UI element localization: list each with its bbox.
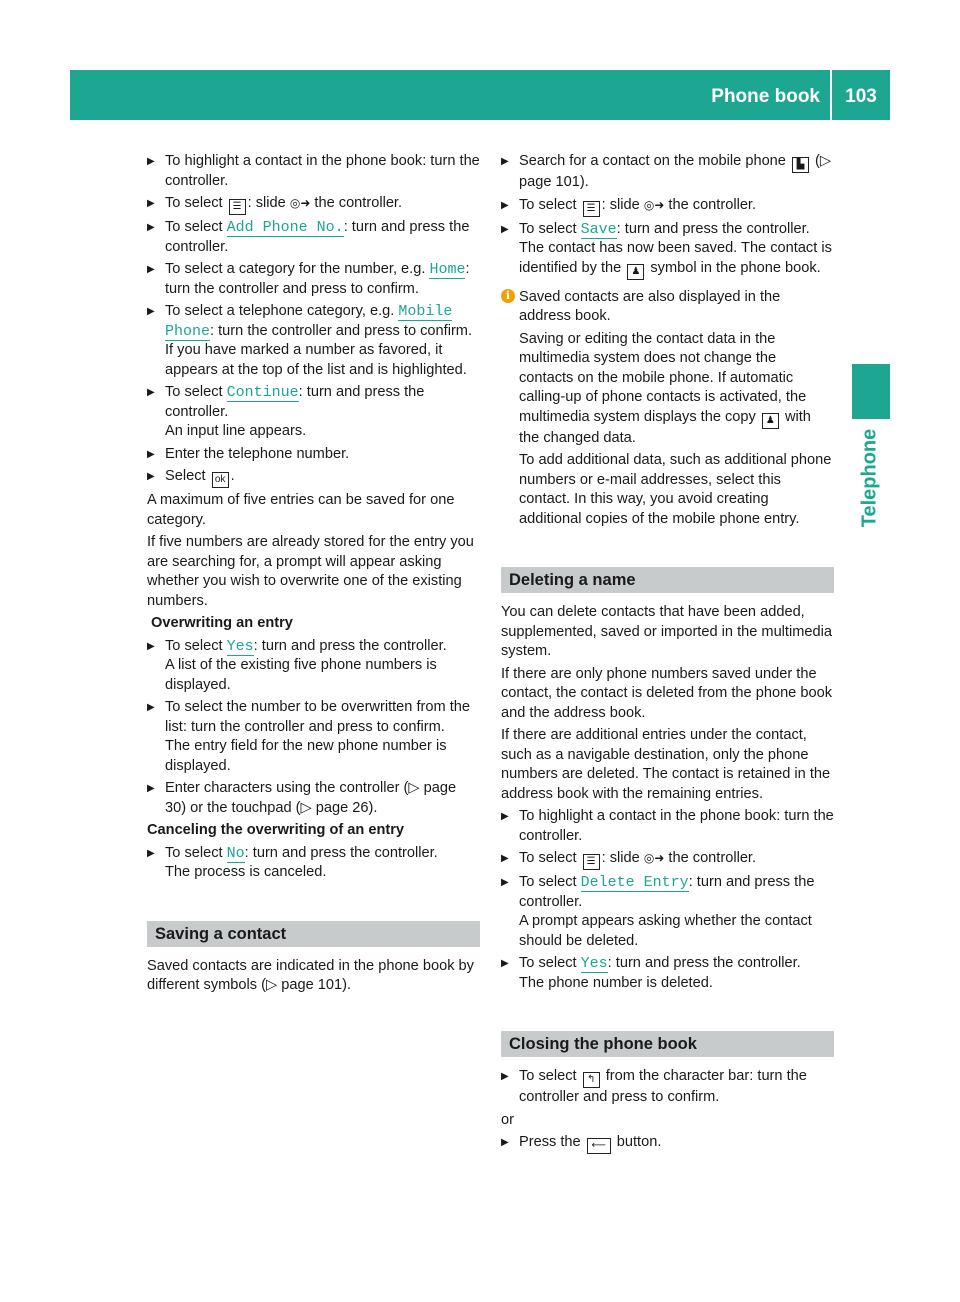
step-arrow-icon: ▶ bbox=[501, 958, 509, 969]
step-arrow-icon: ▶ bbox=[147, 640, 155, 652]
controller-slide-icon: ◎➜ bbox=[643, 197, 665, 212]
controller-slide-icon: ◎➜ bbox=[643, 851, 665, 865]
step-arrow-icon: ▶ bbox=[501, 1137, 509, 1148]
menu-item-mobile-phone: Mobile Phone bbox=[165, 303, 453, 340]
page-title: Phone book bbox=[711, 86, 820, 107]
menu-item-save: Save bbox=[580, 220, 617, 238]
phone-book-symbol-icon: ☰ bbox=[583, 201, 600, 217]
step-arrow-icon: ▶ bbox=[147, 306, 155, 317]
step-select-symbol-right: ▶ To select ☰ : slide ◎➜ the controller. bbox=[501, 196, 834, 217]
ok-icon: ok bbox=[212, 472, 229, 488]
step-arrow-icon: ▶ bbox=[147, 387, 155, 398]
note-line-3: To add additional data, such as additional phone numbers or e-mail addresses, select this contact. In this way, you avoid creating additional copies of the mobile phone entry. bbox=[519, 452, 832, 527]
page-number: 103 bbox=[845, 86, 877, 107]
step-arrow-icon: ▶ bbox=[147, 783, 155, 794]
step-highlight-contact: ▶ To highlight a contact in the phone book: turn the controller. bbox=[147, 153, 480, 189]
step-arrow-icon: ▶ bbox=[501, 223, 509, 235]
step-arrow-icon: ▶ bbox=[147, 156, 155, 167]
step-arrow-icon: ▶ bbox=[501, 1071, 509, 1082]
step-enter-number: ▶ Enter the telephone number. bbox=[147, 445, 350, 462]
menu-item-yes: Yes bbox=[226, 637, 254, 655]
step-press-back: ▶ Press the ⟵ button. bbox=[501, 1133, 834, 1154]
menu-item-no: No bbox=[226, 844, 245, 862]
step-cancel-no: ▶ To select No: turn and press the controller. The process is canceled. bbox=[147, 844, 438, 880]
step-select-ok: ▶ Select ok . bbox=[147, 467, 480, 488]
step-add-phone: ▶ To select Add Phone No.: turn and press the controller. bbox=[147, 219, 470, 255]
paragraph-delete-1: You can delete contacts that have been added, supplemented, saved or imported in the multimedia system. bbox=[501, 604, 832, 659]
step-arrow-icon: ▶ bbox=[501, 877, 509, 888]
info-note bbox=[501, 288, 834, 530]
phone-book-symbol-icon: ☰ bbox=[583, 854, 600, 870]
step-arrow-icon: ▶ bbox=[147, 222, 155, 233]
page-ref-icon: ▷ bbox=[819, 153, 832, 169]
step-arrow-icon: ▶ bbox=[147, 471, 155, 482]
step-arrow-icon: ▶ bbox=[147, 847, 155, 859]
section-deleting-name: Deleting a name bbox=[501, 567, 834, 593]
paragraph-saved-contacts: Saved contacts are indicated in the phone book by different symbols (▷ page 101). bbox=[147, 957, 474, 993]
right-column bbox=[501, 152, 834, 1157]
person-contact-icon: ♟ bbox=[762, 413, 779, 429]
chapter-label: Telephone bbox=[858, 428, 881, 528]
step-arrow-icon: ▶ bbox=[147, 264, 155, 275]
paragraph-max-entries: A maximum of five entries can be saved for one category. bbox=[147, 492, 455, 528]
controller-slide-icon: ◎➜ bbox=[289, 196, 311, 210]
step-continue: ▶ To select Continue: turn and press the controller. An input line appears. bbox=[147, 384, 425, 439]
step-arrow-icon: ▶ bbox=[501, 156, 509, 167]
menu-item-delete-entry: Delete Entry bbox=[580, 874, 689, 891]
note-line-1: Saved contacts are also displayed in the address book. bbox=[519, 288, 781, 324]
or-text: or bbox=[501, 1111, 514, 1128]
step-save: ▶ To select Save: turn and press the controller. The contact has now been saved. The contact is identified by the ♟ symbol in the phone book. bbox=[501, 220, 834, 280]
step-arrow-icon: ▶ bbox=[501, 853, 509, 864]
menu-item-continue: Continue bbox=[226, 384, 299, 401]
subheading-overwriting: Overwriting an entry bbox=[151, 615, 293, 631]
section-saving-contact: Saving a contact bbox=[147, 921, 480, 947]
step-close-select: ▶ To select ↰ from the character bar: turn the controller and press to confirm. bbox=[501, 1068, 807, 1105]
step-select-category: ▶ To select a category for the number, e.g. Home: turn the controller and press to confirm. bbox=[147, 261, 470, 297]
page-ref-icon: ▷ bbox=[265, 977, 278, 993]
page-header bbox=[70, 70, 890, 120]
step-enter-characters: ▶ Enter characters using the controller (▷ page 30) or the touchpad (▷ page 26). bbox=[147, 780, 457, 816]
side-tab-marker bbox=[852, 364, 890, 419]
step-arrow-icon: ▶ bbox=[147, 448, 155, 460]
step-delete-entry: ▶ To select Delete Entry: turn and press the controller. A prompt appears asking whether the contact should be deleted. bbox=[501, 874, 815, 949]
person-contact-icon: ♟ bbox=[627, 264, 644, 280]
paragraph-five-numbers: If five numbers are already stored for the entry you are searching for, a prompt will appear asking whether you wish to overwrite one of the existing numbers. bbox=[147, 534, 474, 609]
info-icon: i bbox=[501, 289, 515, 303]
step-arrow-icon: ▶ bbox=[147, 702, 155, 713]
phone-book-symbol-icon: ☰ bbox=[229, 199, 246, 215]
page-ref-icon: ▷ bbox=[300, 799, 312, 816]
step-telephone-category: ▶ To select a telephone category, e.g. Mobile Phone: turn the controller and press to confirm. If you have marked a number as favored, it appears at the top of the list and is highlighted. bbox=[147, 303, 473, 378]
paragraph-delete-3: If there are additional entries under the contact, such as a navigable destination, only the phone numbers are deleted. The contact is retained in the address book with the remaining entries. bbox=[501, 727, 831, 802]
mobile-phone-contact-icon: ▙ bbox=[792, 157, 809, 173]
step-overwrite-select-number: ▶ To select the number to be overwritten from the list: turn the controller and press to confirm. The entry field for the new phone number is displayed. bbox=[147, 699, 470, 774]
step-delete-symbol: ▶ To select ☰ : slide ◎➜ the controller. bbox=[501, 849, 834, 870]
menu-item-yes: Yes bbox=[580, 955, 608, 972]
menu-item-add-phone: Add Phone No. bbox=[226, 219, 344, 236]
step-arrow-icon: ▶ bbox=[147, 198, 155, 209]
page-ref-icon: ▷ bbox=[408, 780, 420, 796]
paragraph-delete-2: If there are only phone numbers saved under the contact, the contact is deleted from the phone book and the address book. bbox=[501, 665, 833, 721]
step-arrow-icon: ▶ bbox=[501, 811, 509, 822]
subheading-canceling: Canceling the overwriting of an entry bbox=[147, 822, 405, 838]
step-delete-yes: ▶ To select Yes: turn and press the controller. The phone number is deleted. bbox=[501, 955, 801, 991]
left-column bbox=[147, 152, 480, 999]
back-symbol-icon: ↰ bbox=[583, 1072, 600, 1088]
menu-item-home: Home bbox=[429, 261, 466, 278]
note-line-2: Saving or editing the contact data in the multimedia system does not change the contacts on the mobile phone. If automatic calling-up of phone contacts is activated, the multimedia system displays the copy ♟ with the changed data. bbox=[519, 330, 811, 446]
step-select-symbol: ▶ To select ☰ : slide ◎➜ the controller. bbox=[147, 194, 480, 215]
section-closing-phone-book: Closing the phone book bbox=[501, 1031, 834, 1057]
step-arrow-icon: ▶ bbox=[501, 199, 509, 211]
step-overwrite-yes: ▶ To select Yes: turn and press the controller. A list of the existing five phone numbers is displayed. bbox=[147, 637, 447, 693]
back-button-icon: ⟵ bbox=[587, 1138, 611, 1154]
step-delete-highlight: ▶ To highlight a contact in the phone book: turn the controller. bbox=[501, 808, 834, 844]
step-search-contact: ▶ Search for a contact on the mobile phone ▙ (▷ page 101). bbox=[501, 153, 832, 190]
